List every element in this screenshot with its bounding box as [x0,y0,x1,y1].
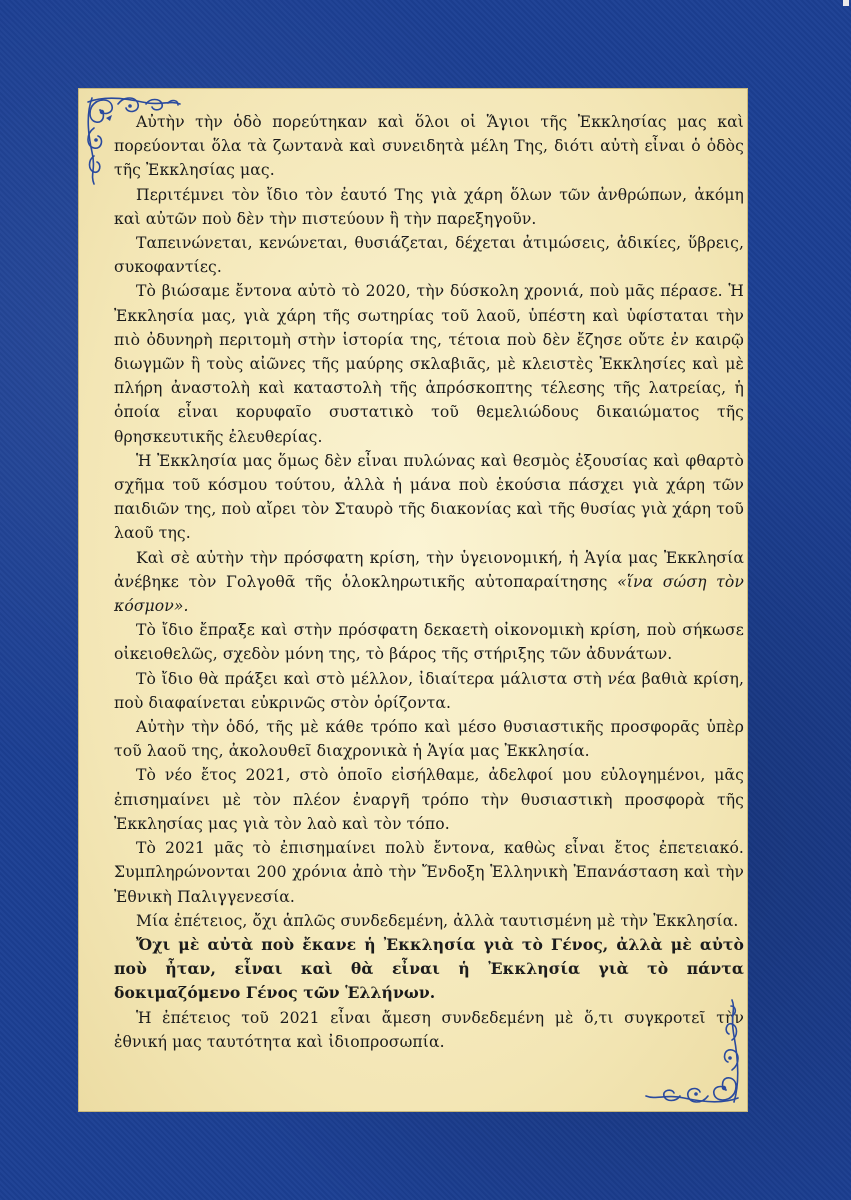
paragraph: Τὸ νέο ἔτος 2021, στὸ ὁποῖο εἰσήλθαμε, ἀδελφοί μου εὐλογημένοι, μᾶς ἐπισημαίνει μὲ τὸν πλέον ἐναργῆ τρόπο τὴν θυσιαστικὴ προσφορὰ τῆς Ἐκκλησίας μας γιὰ τὸν λαὸ καὶ τὸν τόπο. [114,766,744,833]
paragraph: Τὸ βιώσαμε ἔντονα αὐτὸ τὸ 2020, τὴν δύσκολη χρονιά, ποὺ μᾶς πέρασε. Ἡ Ἐκκλησία μας, γιὰ χάρη τῆς σωτηρίας τοῦ λαοῦ, ὑπέστη καὶ ὑφίσταται τὴν πιὸ ὀδυνηρὴ περιτομὴ στὴν ἱστορία της, τέτοια ποὺ δὲν ἔζησε οὔτε ἐν καιρῷ διωγμῶν ἢ τοὺς αἰῶνες τῆς μαύρης σκλαβιᾶς, μὲ κλειστὲς Ἐκκλησίες καὶ μὲ πλήρη ἀναστολὴ καὶ καταστολὴ τῆς ἀπρόσκοπτης τέλεσης τῆς λατρείας, ἡ ὁποία εἶναι κορυφαῖο συστατικὸ τοῦ θεμελιώδους δικαιώματος τῆς θρησκευτικῆς ἐλευθερίας. [114,282,744,446]
scroll-ornament-icon [642,996,742,1106]
paragraph: Περιτέμνει τὸν ἴδιο τὸν ἑαυτό Της γιὰ χάρη ὅλων τῶν ἀνθρώπων, ἀκόμη καὶ αὐτῶν ποὺ δὲν τὴν πιστεύουν ἢ τὴν παρεξηγοῦν. [114,185,744,228]
italic-quote: «ἵνα σώση τὸν κόσμον». [114,572,744,616]
paragraph: Ἡ Ἐκκλησία μας ὅμως δὲν εἶναι πυλώνας καὶ θεσμὸς ἐξουσίας καὶ φθαρτὸ σχῆμα τοῦ κόσμου τούτου, ἀλλὰ ἡ μάνα ποὺ ἑκούσια πάσχει γιὰ χάρη τῶν παιδιῶν της, ποὺ αἴρει τὸν Σταυρὸ τῆς διακονίας καὶ τῆς θυσίας γιὰ χάρη τοῦ λαοῦ της. [114,451,744,543]
bold-paragraph: Ὄχι μὲ αὐτὰ ποὺ ἔκανε ἡ Ἐκκλησία γιὰ τὸ Γένος, ἀλλὰ μὲ αὐτὸ ποὺ ἦταν, εἶναι καὶ θὰ εἶναι ἡ Ἐκκλησία γιὰ τὸ πάντα δοκιμαζόμενο Γένος τῶν Ἑλλήνων. [114,934,744,1003]
corner-mark [843,0,849,6]
body-text [114,110,744,1054]
paragraph-text: Καὶ σὲ αὐτὴν τὴν πρόσφατη κρίση, τὴν ὑγειονομική, ἡ Ἁγία μας Ἐκκλησία ἀνέβηκε τὸν Γολγοθᾶ τῆς ὁλοκληρωτικῆς αὐτοπαραίτησης [114,548,744,591]
paragraph: Τὸ ἴδιο θὰ πράξει καὶ στὸ μέλλον, ἰδιαίτερα μάλιστα στὴ νέα βαθιὰ κρίση, ποὺ διαφαίνεται εὐκρινῶς στὸν ὁρίζοντα. [114,669,744,712]
paragraph: Τὸ 2021 μᾶς τὸ ἐπισημαίνει πολὺ ἔντονα, καθὼς εἶναι ἔτος ἐπετειακό. Συμπληρώνονται 200 χρόνια ἀπὸ τὴν Ἔνδοξη Ἑλληνικὴ Ἐπανάσταση καὶ τὴν Ἐθνικὴ Παλιγγενεσία. [114,839,744,906]
paragraph [114,546,744,619]
paragraph: Ἡ ἐπέτειος τοῦ 2021 εἶναι ἄμεση συνδεδεμένη μὲ ὅ,τι συγκροτεῖ τὴν ἐθνική μας ταυτότητα καὶ ἰδιοπροσωπία. [114,1008,744,1051]
paragraph: Αὐτὴν τὴν ὁδὸ πορεύτηκαν καὶ ὅλοι οἱ Ἅγιοι τῆς Ἐκκλησίας μας καὶ πορεύονται ὅλα τὰ ζωντανὰ καὶ συνειδητὰ μέλη Της, διότι αὐτὴ εἶναι ὁ ὁδὸς τῆς Ἐκκλησίας μας. [114,113,744,180]
paragraph: Ταπεινώνεται, κενώνεται, θυσιάζεται, δέχεται ἀτιμώσεις, ἀδικίες, ὕβρεις, συκοφαντίες. [114,234,744,277]
paragraph: Τὸ ἴδιο ἔπραξε καὶ στὴν πρόσφατη δεκαετὴ οἰκονομικὴ κρίση, ποὺ σήκωσε οἰκειοθελῶς, σχεδὸν μόνη της, τὸ βάρος τῆς στήριξης τῶν ἀδυνάτων. [114,621,744,664]
parchment-panel [78,88,748,1112]
paragraph: Αὐτὴν τὴν ὁδό, τῆς μὲ κάθε τρόπο καὶ μέσο θυσιαστικῆς προσφορᾶς ὑπὲρ τοῦ λαοῦ της, ἀκολουθεῖ διαχρονικὰ ἡ Ἁγία μας Ἐκκλησία. [114,718,744,761]
paragraph: Μία ἐπέτειος, ὄχι ἁπλῶς συνδεδεμένη, ἀλλὰ ταυτισμένη μὲ τὴν Ἐκκλησία. [136,911,739,930]
